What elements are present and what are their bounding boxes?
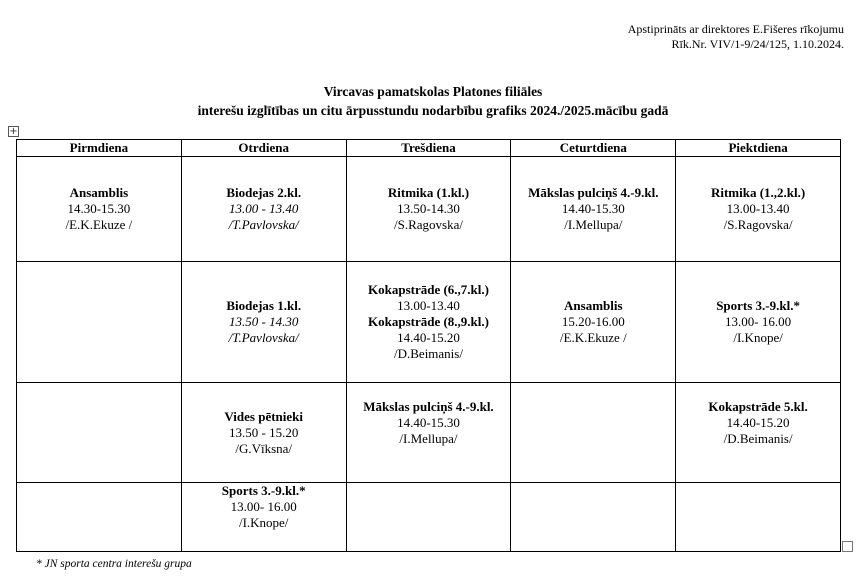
activity-time: 13.00 - 13.40 [229,201,299,216]
activity-time: 13.00- 16.00 [230,499,297,514]
activity-teacher: /S.Ragovska/ [394,217,463,232]
day-header: Otrdiena [181,140,346,157]
activity-name-2: Kokapstrāde (8.,9.kl.) [368,314,489,329]
day-header: Piektdiena [676,140,841,157]
activity-teacher: /T.Pavlovska/ [228,217,299,232]
empty-cell [17,262,182,383]
activity-teacher: /G.Vīksna/ [235,440,293,456]
schedule-cell [181,262,346,383]
empty-cell [511,383,676,483]
table-row [17,262,841,383]
activity-name: Biodejas 2.kl. [226,185,302,200]
approval-line-1: Apstiprināts ar direktores E.Fišeres rīkojumu [627,22,844,36]
activity-time: 14.40-15.30 [561,201,625,216]
activity-time: 15.20-16.00 [561,314,625,329]
activity-teacher: /I.Knope/ [238,515,289,530]
header-row [17,140,841,157]
activity-name: Vides pētnieki [224,408,303,424]
activity-name: Ansamblis [69,185,129,200]
table-resize-handle-icon[interactable] [842,541,853,552]
activity-time: 13.00-13.40 [726,201,790,216]
activity-teacher: /S.Ragovska/ [723,217,793,232]
empty-cell [17,383,182,483]
schedule-cell [511,157,676,262]
schedule-cell [17,157,182,262]
table-move-handle-icon[interactable]: + [9,126,18,137]
activity-name: Ritmika (1.,2.kl.) [710,185,806,200]
activity-name: Sports 3.-9.kl.* [716,298,800,313]
activity-teacher: /D.Beimanis/ [394,346,463,361]
schedule-cell [181,383,346,483]
activity-teacher: /T.Pavlovska/ [228,330,299,345]
table-row [17,483,841,552]
empty-cell [346,483,511,552]
activity-teacher: /E.K.Ekuze / [65,217,133,232]
schedule-cell [676,383,841,483]
title-line-2: interešu izglītības un citu ārpusstundu nodarbību grafiks 2024./2025.mācību gadā [197,103,669,118]
schedule-cell [346,157,511,262]
activity-time: 14.40-15.20 [726,415,790,430]
activity-time: 13.00- 16.00 [725,314,792,329]
activity-name: Ritmika (1.kl.) [387,185,470,200]
activity-name: Ansamblis [564,298,623,313]
activity-name: Kokapstrāde (6.,7.kl.) [368,282,489,297]
document-title [0,82,866,120]
schedule-cell [181,157,346,262]
activity-name: Mākslas pulciņš 4.-9.kl. [363,399,494,414]
approval-note [628,22,844,52]
day-header: Pirmdiena [17,140,182,157]
activity-teacher: /E.K.Ekuze / [559,330,627,345]
schedule-cell [511,262,676,383]
activity-time: 13.50 - 14.30 [229,314,299,329]
activity-time: 13.50 - 15.20 [229,424,299,440]
schedule-cell [346,383,511,483]
empty-cell [17,483,182,552]
schedule-cell [676,262,841,383]
table-row [17,383,841,483]
footnote: * JN sporta centra interešu grupa [36,558,192,570]
activity-name: Kokapstrāde 5.kl. [708,399,808,414]
day-header: Trešdiena [346,140,511,157]
activity-name: Biodejas 1.kl. [226,298,302,313]
activity-teacher: /I.Knope/ [733,330,783,345]
activity-time: 13.00-13.40 [397,298,460,313]
activity-name: Sports 3.-9.kl.* [221,483,306,498]
activity-teacher: /I.Mellupa/ [399,431,458,446]
activity-time: 14.40-15.30 [397,415,460,430]
empty-cell [511,483,676,552]
activity-name: Mākslas pulciņš 4.-9.kl. [528,185,659,200]
schedule-cell [676,157,841,262]
schedule-table [16,139,841,552]
table-row [17,157,841,262]
day-header: Ceturtdiena [511,140,676,157]
activity-time: 13.50-14.30 [397,201,460,216]
activity-teacher: /D.Beimanis/ [723,431,793,446]
title-line-1: Vircavas pamatskolas Platones filiāles [323,84,543,99]
schedule-cell [181,483,346,552]
schedule-cell [346,262,511,383]
approval-line-2: Rīk.Nr. VIV/1-9/24/125, 1.10.2024. [671,37,844,51]
activity-time-2: 14.40-15.20 [397,330,460,345]
activity-teacher: /I.Mellupa/ [564,217,623,232]
empty-cell [676,483,841,552]
activity-time: 14.30-15.30 [67,201,131,216]
